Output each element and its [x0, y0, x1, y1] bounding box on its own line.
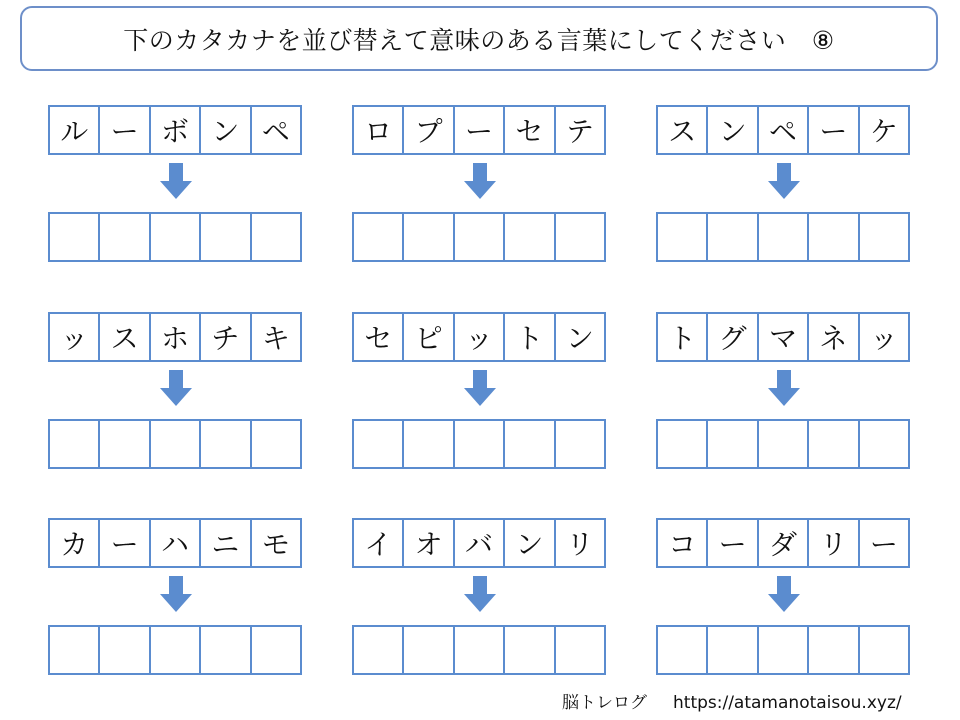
- letter-cell: ペ: [250, 107, 300, 153]
- letter-cell: プ: [402, 107, 452, 153]
- answer-cell[interactable]: [858, 627, 908, 673]
- letter-cell: ス: [658, 107, 706, 153]
- puzzle-3: [656, 105, 910, 269]
- letter-cell: セ: [503, 107, 553, 153]
- scrambled-letters-row: [48, 518, 302, 568]
- arrow-down-icon: [160, 163, 192, 199]
- scrambled-letters-row: [48, 312, 302, 362]
- answer-cell[interactable]: [706, 627, 756, 673]
- answer-row: [656, 625, 910, 675]
- answer-row: [352, 625, 606, 675]
- answer-cell[interactable]: [807, 627, 857, 673]
- footer: [562, 688, 902, 713]
- scrambled-letters-row: [352, 312, 606, 362]
- answer-row: [352, 419, 606, 469]
- puzzle-2: [352, 105, 606, 269]
- answer-cell[interactable]: [757, 214, 807, 260]
- letter-cell: バ: [453, 520, 503, 566]
- letter-cell: テ: [554, 107, 604, 153]
- puzzle-6: [656, 312, 910, 476]
- answer-cell[interactable]: [503, 214, 553, 260]
- answer-cell[interactable]: [453, 214, 503, 260]
- letter-cell: ー: [807, 107, 857, 153]
- answer-cell[interactable]: [757, 627, 807, 673]
- answer-cell[interactable]: [503, 421, 553, 467]
- answer-cell[interactable]: [807, 421, 857, 467]
- letter-cell: ト: [658, 314, 706, 360]
- answer-cell[interactable]: [199, 421, 249, 467]
- letter-cell: コ: [658, 520, 706, 566]
- answer-cell[interactable]: [199, 214, 249, 260]
- answer-row: [48, 212, 302, 262]
- letter-cell: ン: [706, 107, 756, 153]
- arrow-down-icon: [160, 370, 192, 406]
- answer-cell[interactable]: [503, 627, 553, 673]
- puzzle-9: [656, 518, 910, 682]
- answer-cell[interactable]: [354, 627, 402, 673]
- arrow-down-icon: [464, 370, 496, 406]
- answer-cell[interactable]: [402, 421, 452, 467]
- footer-url[interactable]: https://atamanotaisou.xyz/: [673, 693, 902, 713]
- letter-cell: ン: [503, 520, 553, 566]
- arrow-down-icon: [160, 576, 192, 612]
- answer-cell[interactable]: [98, 421, 148, 467]
- footer-site-name: 脳トレログ: [562, 693, 647, 713]
- letter-cell: ー: [453, 107, 503, 153]
- letter-cell: チ: [199, 314, 249, 360]
- answer-row: [352, 212, 606, 262]
- letter-cell: ッ: [50, 314, 98, 360]
- puzzle-7: [48, 518, 302, 682]
- scrambled-letters-row: [656, 312, 910, 362]
- letter-cell: リ: [807, 520, 857, 566]
- arrow-down-icon: [768, 370, 800, 406]
- letter-cell: カ: [50, 520, 98, 566]
- answer-row: [656, 212, 910, 262]
- answer-cell[interactable]: [658, 214, 706, 260]
- letter-cell: ピ: [402, 314, 452, 360]
- letter-cell: ッ: [453, 314, 503, 360]
- puzzle-8: [352, 518, 606, 682]
- letter-cell: ロ: [354, 107, 402, 153]
- answer-row: [656, 419, 910, 469]
- answer-row: [48, 625, 302, 675]
- letter-cell: ホ: [149, 314, 199, 360]
- letter-cell: ペ: [757, 107, 807, 153]
- letter-cell: ケ: [858, 107, 908, 153]
- letter-cell: ー: [706, 520, 756, 566]
- answer-cell[interactable]: [354, 421, 402, 467]
- answer-cell[interactable]: [453, 421, 503, 467]
- answer-cell[interactable]: [554, 214, 604, 260]
- letter-cell: ー: [98, 520, 148, 566]
- answer-cell[interactable]: [554, 421, 604, 467]
- answer-cell[interactable]: [658, 627, 706, 673]
- answer-cell[interactable]: [250, 421, 300, 467]
- puzzle-4: [48, 312, 302, 476]
- answer-cell[interactable]: [354, 214, 402, 260]
- answer-cell[interactable]: [199, 627, 249, 673]
- answer-cell[interactable]: [858, 214, 908, 260]
- letter-cell: セ: [354, 314, 402, 360]
- letter-cell: リ: [554, 520, 604, 566]
- letter-cell: ー: [98, 107, 148, 153]
- scrambled-letters-row: [48, 105, 302, 155]
- letter-cell: イ: [354, 520, 402, 566]
- answer-row: [48, 419, 302, 469]
- letter-cell: ニ: [199, 520, 249, 566]
- puzzle-1: [48, 105, 302, 269]
- answer-cell[interactable]: [402, 214, 452, 260]
- answer-cell[interactable]: [658, 421, 706, 467]
- answer-cell[interactable]: [757, 421, 807, 467]
- letter-cell: ス: [98, 314, 148, 360]
- page-title: 下のカタカナを並び替えて意味のある言葉にしてください ⑧: [123, 25, 835, 55]
- answer-cell[interactable]: [453, 627, 503, 673]
- letter-cell: モ: [250, 520, 300, 566]
- arrow-down-icon: [768, 163, 800, 199]
- letter-cell: ン: [199, 107, 249, 153]
- answer-cell[interactable]: [149, 421, 199, 467]
- answer-cell[interactable]: [858, 421, 908, 467]
- answer-cell[interactable]: [706, 214, 756, 260]
- answer-cell[interactable]: [149, 214, 199, 260]
- letter-cell: マ: [757, 314, 807, 360]
- letter-cell: ッ: [858, 314, 908, 360]
- letter-cell: グ: [706, 314, 756, 360]
- answer-cell[interactable]: [50, 421, 98, 467]
- title-box: [20, 6, 938, 71]
- answer-cell[interactable]: [50, 627, 98, 673]
- answer-cell[interactable]: [98, 627, 148, 673]
- letter-cell: ボ: [149, 107, 199, 153]
- arrow-down-icon: [464, 576, 496, 612]
- answer-cell[interactable]: [98, 214, 148, 260]
- letter-cell: ハ: [149, 520, 199, 566]
- letter-cell: ト: [503, 314, 553, 360]
- answer-cell[interactable]: [554, 627, 604, 673]
- scrambled-letters-row: [656, 105, 910, 155]
- letter-cell: ル: [50, 107, 98, 153]
- answer-cell[interactable]: [807, 214, 857, 260]
- answer-cell[interactable]: [402, 627, 452, 673]
- scrambled-letters-row: [352, 518, 606, 568]
- answer-cell[interactable]: [149, 627, 199, 673]
- puzzle-5: [352, 312, 606, 476]
- letter-cell: ダ: [757, 520, 807, 566]
- letter-cell: キ: [250, 314, 300, 360]
- letter-cell: ネ: [807, 314, 857, 360]
- scrambled-letters-row: [656, 518, 910, 568]
- arrow-down-icon: [464, 163, 496, 199]
- letter-cell: ン: [554, 314, 604, 360]
- letter-cell: オ: [402, 520, 452, 566]
- answer-cell[interactable]: [250, 214, 300, 260]
- arrow-down-icon: [768, 576, 800, 612]
- letter-cell: ー: [858, 520, 908, 566]
- answer-cell[interactable]: [250, 627, 300, 673]
- answer-cell[interactable]: [706, 421, 756, 467]
- scrambled-letters-row: [352, 105, 606, 155]
- answer-cell[interactable]: [50, 214, 98, 260]
